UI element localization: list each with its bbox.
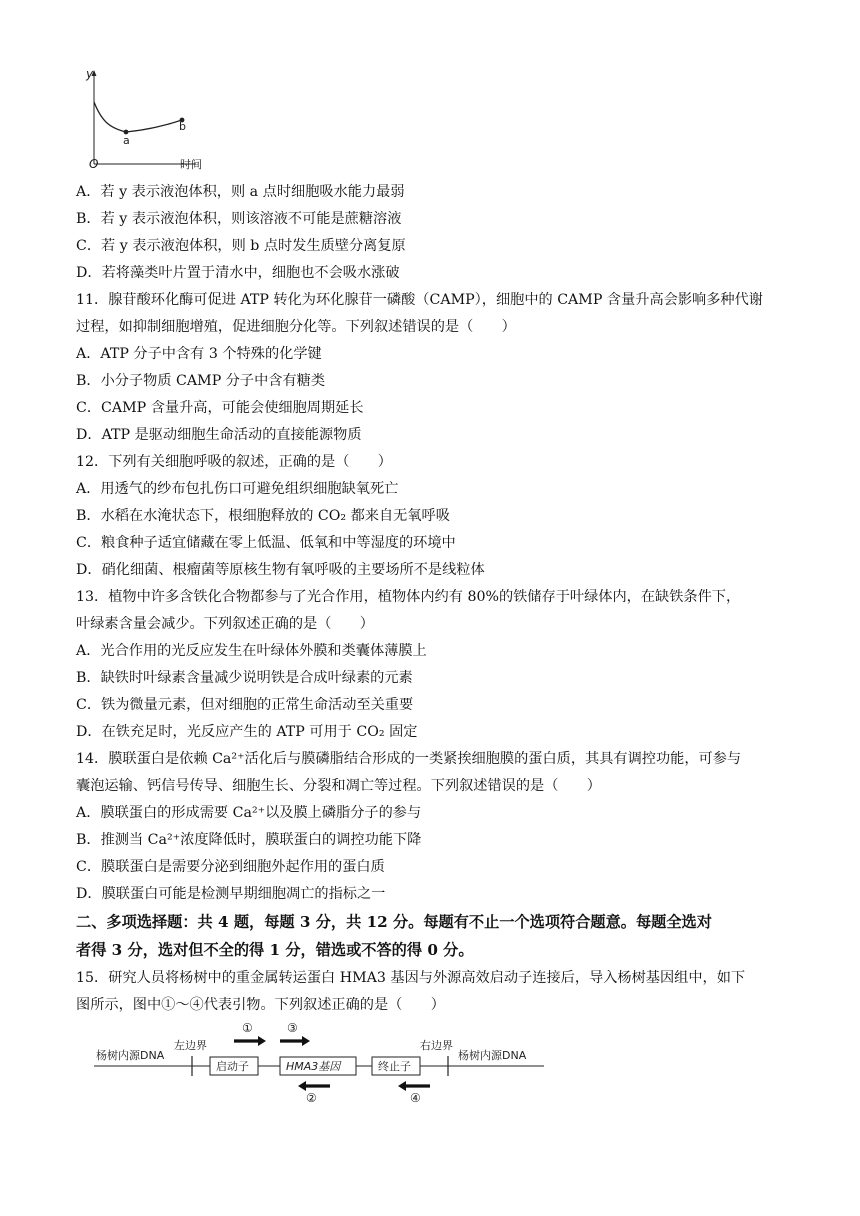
left-dna-label: 杨树内源DNA <box>96 1049 165 1062</box>
q11-stem-line2: 过程，如抑制细胞增殖，促进细胞分化等。下列叙述错误的是（ ） <box>76 319 516 335</box>
q13-option-c: C．铁为微量元素，但对细胞的正常生命活动至关重要 <box>76 697 414 713</box>
q13-option-b: B．缺铁时叶绿素含量减少说明铁是合成叶绿素的元素 <box>76 670 413 686</box>
q10-option-a: A．若 y 表示液泡体积，则 a 点时细胞吸水能力最弱 <box>76 184 405 200</box>
q12-stem: 12．下列有关细胞呼吸的叙述，正确的是（ ） <box>76 454 392 470</box>
primer-3-arrow-icon <box>280 1036 310 1046</box>
q11-option-b: B．小分子物质 CAMP 分子中含有糖类 <box>76 373 326 389</box>
q12-option-c: C．粮食种子适宜储藏在零上低温、低氧和中等湿度的环境中 <box>76 535 456 551</box>
q14-stem-line1: 14．膜联蛋白是依赖 Ca²⁺活化后与膜磷脂结合形成的一类紧挨细胞膜的蛋白质，其具有调控功能，可参与 <box>76 751 742 767</box>
q15-stem-line2: 图所示，图中①～④代表引物。下列叙述正确的是（ ） <box>76 997 445 1013</box>
gene-construct-diagram <box>94 1022 554 1104</box>
q11-option-a: A．ATP 分子中含有 3 个特殊的化学键 <box>76 346 322 362</box>
section2-heading-line1: 二、多项选择题：共 4 题，每题 3 分，共 12 分。每题有不止一个选项符合题意。每题全选对 <box>76 913 712 931</box>
primer-3-label: ③ <box>287 1022 298 1035</box>
q11-stem-line1: 11．腺苷酸环化酶可促进 ATP 转化为环化腺苷一磷酸（CAMP），细胞中的 CAMP 含量升高会影响多种代谢 <box>76 292 763 308</box>
q11-option-d: D．ATP 是驱动细胞生命活动的直接能源物质 <box>76 427 362 443</box>
right-dna-label: 杨树内源DNA <box>458 1049 527 1062</box>
q12-option-d: D．硝化细菌、根瘤菌等原核生物有氧呼吸的主要场所不是线粒体 <box>76 562 485 578</box>
q10-option-c: C．若 y 表示液泡体积，则 b 点时发生质壁分离复原 <box>76 238 406 254</box>
promoter-label: 启动子 <box>216 1060 249 1073</box>
right-border-label: 右边界 <box>420 1039 453 1052</box>
x-axis-label: 时间 <box>180 158 202 171</box>
q10-option-d: D．若将藻类叶片置于清水中，细胞也不会吸水涨破 <box>76 265 400 281</box>
q13-stem-line2: 叶绿素含量会减少。下列叙述正确的是（ ） <box>76 616 374 632</box>
q14-option-b: B．推测当 Ca²⁺浓度降低时，膜联蛋白的调控功能下降 <box>76 832 422 848</box>
volume-time-graph <box>84 64 224 172</box>
q14-option-d: D．膜联蛋白可能是检测早期细胞凋亡的指标之一 <box>76 886 386 902</box>
q11-option-c: C．CAMP 含量升高，可能会使细胞周期延长 <box>76 400 364 416</box>
q10-option-b: B．若 y 表示液泡体积，则该溶液不可能是蔗糖溶液 <box>76 211 402 227</box>
q13-option-d: D．在铁充足时，光反应产生的 ATP 可用于 CO₂ 固定 <box>76 724 418 740</box>
origin-label: O <box>89 157 99 171</box>
q12-option-a: A．用透气的纱布包扎伤口可避免组织细胞缺氧死亡 <box>76 481 399 497</box>
terminator-label: 终止子 <box>378 1060 411 1073</box>
primer-2-arrow-icon <box>298 1081 330 1091</box>
point-a-label: a <box>123 134 130 147</box>
primer-2-label: ② <box>306 1091 317 1104</box>
point-b-label: b <box>179 120 186 133</box>
q13-option-a: A．光合作用的光反应发生在叶绿体外膜和类囊体薄膜上 <box>76 643 427 659</box>
q12-option-b: B．水稻在水淹状态下，根细胞释放的 CO₂ 都来自无氧呼吸 <box>76 508 450 524</box>
q14-stem-line2: 囊泡运输、钙信号传导、细胞生长、分裂和凋亡等过程。下列叙述错误的是（ ） <box>76 778 601 794</box>
y-axis-label: y <box>86 67 94 81</box>
section2-heading-line2: 者得 3 分，选对但不全的得 1 分，错选或不答的得 0 分。 <box>76 941 474 959</box>
primer-1-arrow-icon <box>234 1036 266 1046</box>
q13-stem-line1: 13．植物中许多含铁化合物都参与了光合作用，植物体内约有 80%的铁储存于叶绿体内，在缺铁条件下， <box>76 589 741 605</box>
curve <box>94 102 182 132</box>
left-border-label: 左边界 <box>174 1039 207 1052</box>
q14-option-a: A．膜联蛋白的形成需要 Ca²⁺以及膜上磷脂分子的参与 <box>76 805 422 821</box>
primer-4-arrow-icon <box>398 1081 430 1091</box>
primer-4-label: ④ <box>410 1091 421 1104</box>
q15-stem-line1: 15．研究人员将杨树中的重金属转运蛋白 HMA3 基因与外源高效启动子连接后，导入杨树基因组中，如下 <box>76 970 746 986</box>
q14-option-c: C．膜联蛋白是需要分泌到细胞外起作用的蛋白质 <box>76 859 385 875</box>
gene-label: HMA3基因 <box>286 1060 341 1073</box>
primer-1-label: ① <box>242 1022 253 1035</box>
